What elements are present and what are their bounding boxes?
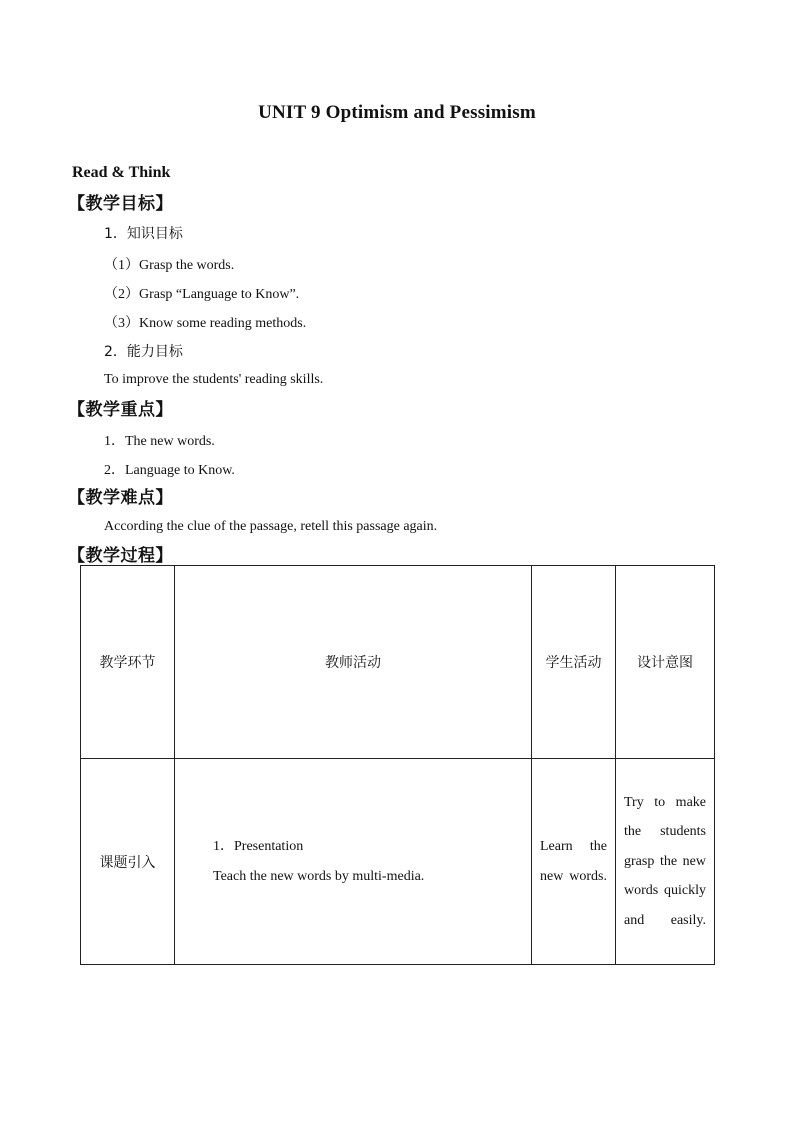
cell-student-activity [532, 759, 616, 965]
teacher-activity-text: Teach the new words by multi-media. [213, 868, 425, 884]
student-activity-text: Learn the new words. [540, 839, 607, 884]
objective-ability-text: To improve the students' reading skills. [104, 372, 324, 387]
objective-knowledge-label: 1．知识目标 [104, 226, 183, 242]
table-row [81, 759, 715, 965]
design-intent-text: Try to make the students grasp the new words quickly and easily. [624, 794, 706, 928]
header-teacher-activity: 教师活动 [175, 566, 532, 759]
section-heading-key-points: 【教学重点】 [68, 400, 173, 420]
process-table [80, 565, 715, 965]
lesson-subtitle: Read & Think [72, 164, 171, 181]
key-point-item: 1．The new words. [104, 434, 215, 449]
section-heading-process: 【教学过程】 [68, 546, 173, 566]
table-header-row [81, 566, 715, 759]
section-heading-difficulties: 【教学难点】 [68, 488, 173, 508]
difficulty-text: According the clue of the passage, retell this passage again. [104, 519, 438, 534]
cell-design-intent [616, 759, 715, 965]
cell-stage: 课题引入 [81, 759, 175, 965]
key-point-item: 2．Language to Know. [104, 463, 235, 478]
header-student-activity: 学生活动 [532, 566, 616, 759]
section-heading-objectives: 【教学目标】 [68, 194, 173, 214]
objective-ability-label: 2．能力目标 [104, 344, 183, 360]
objective-knowledge-item: （2）Grasp “Language to Know”. [104, 287, 300, 302]
objective-knowledge-item: （3）Know some reading methods. [104, 316, 307, 331]
document-title: UNIT 9 Optimism and Pessimism [258, 102, 536, 123]
header-design-intent: 设计意图 [616, 566, 715, 759]
cell-teacher-activity [175, 759, 532, 965]
objective-knowledge-item: （1）Grasp the words. [104, 258, 235, 273]
header-stage: 教学环节 [81, 566, 175, 759]
teacher-activity-title: 1．Presentation [213, 838, 304, 854]
